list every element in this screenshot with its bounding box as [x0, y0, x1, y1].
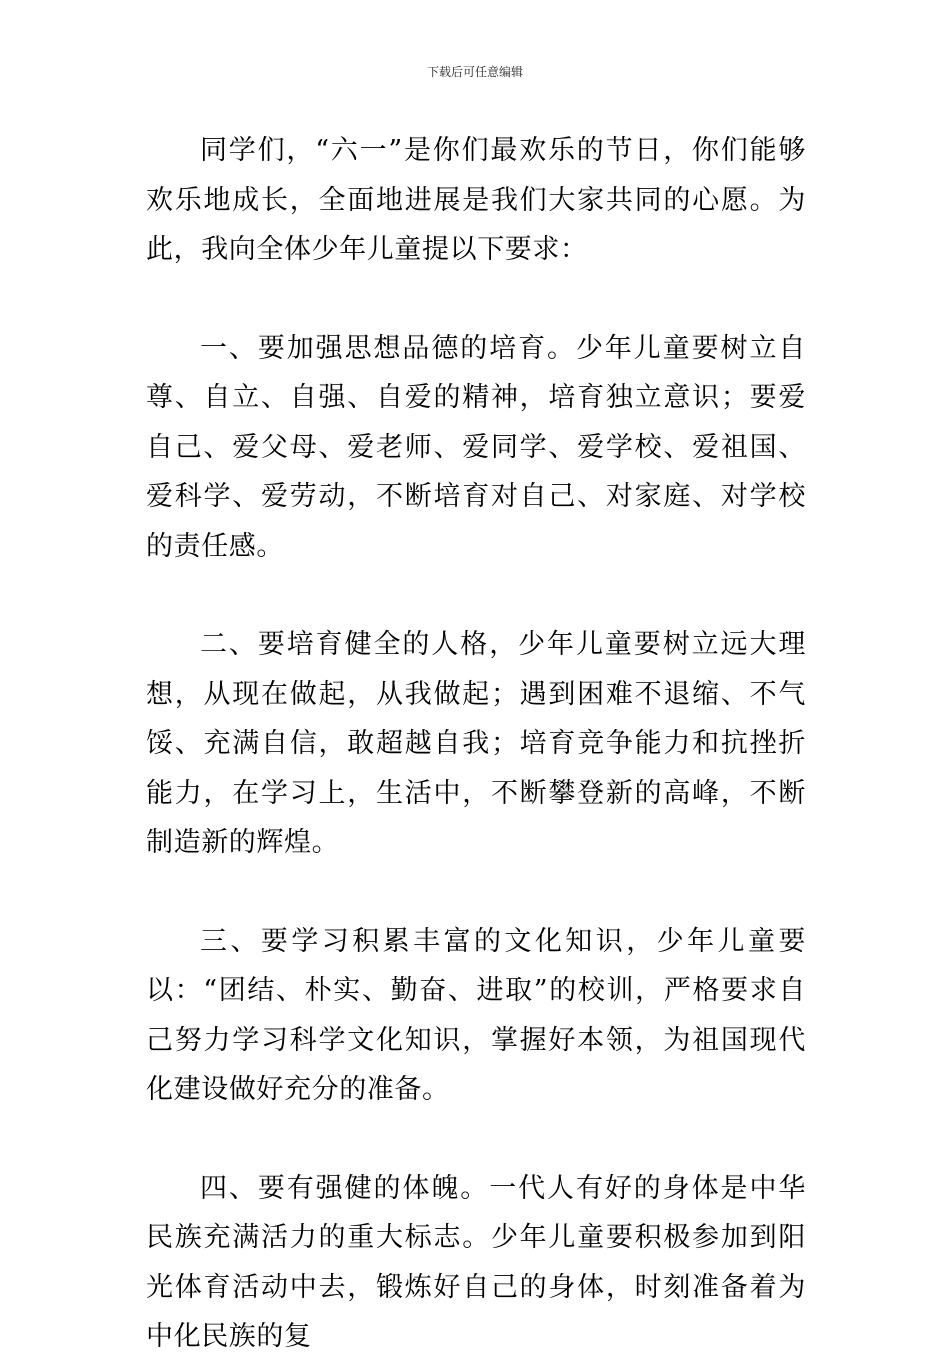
paragraph-requirement-3: 三、要学习积累丰富的文化知识，少年儿童要以：“团结、朴实、勤奋、进取”的校训，严格要求自己努力学习科学文化知识，掌握好本领，为祖国现代化建设做好充分的准备。 — [146, 925, 806, 1105]
paragraph-requirement-1: 一、要加强思想品德的培育。少年儿童要树立自尊、自立、自强、自爱的精神，培育独立意识；要爱自己、爱父母、爱老师、爱同学、爱学校、爱祖国、爱科学、爱劳动，不断培育对自己、对家庭、对学校的责任感。 — [146, 332, 806, 562]
header-note: 下载后可任意编辑 — [426, 65, 523, 79]
paragraph-requirement-2: 二、要培育健全的人格，少年儿童要树立远大理想，从现在做起，从我做起；遇到困难不退缩、不气馁、充满自信，敢超越自我；培育竞争能力和抗挫折能力，在学习上，生活中，不断攀登新的高峰，不断制造新的辉煌。 — [146, 629, 806, 858]
paragraph-intro: 同学们，“六一”是你们最欢乐的节日，你们能够欢乐地成长，全面地进展是我们大家共同的心愿。为此，我向全体少年儿童提以下要求： — [146, 135, 806, 265]
document-body — [146, 126, 806, 1362]
paragraph-requirement-4: 四、要有强健的体魄。一代人有好的身体是中华民族充满活力的重大标志。少年儿童要积极参加到阳光体育活动中去，锻炼好自己的身体，时刻准备着为中化民族的复 — [146, 1172, 806, 1352]
